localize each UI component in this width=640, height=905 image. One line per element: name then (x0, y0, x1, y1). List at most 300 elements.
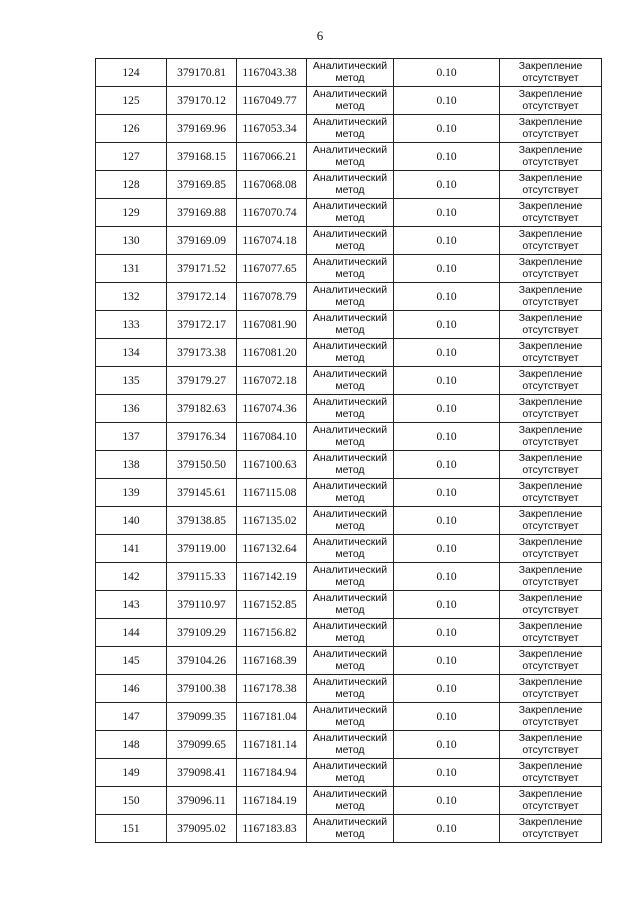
point-number-cell: 134 (96, 339, 167, 367)
method-cell-line: метод (335, 379, 365, 392)
fixation-cell-line: отсутствует (522, 295, 579, 308)
x-coordinate-cell: 379169.96 (167, 115, 237, 143)
method-cell-line: Аналитический (312, 732, 388, 744)
table-row (96, 787, 602, 815)
method-cell-line: метод (335, 211, 365, 224)
fixation-cell-line: отсутствует (522, 631, 579, 644)
method-cell-line: метод (335, 603, 365, 616)
method-cell-line: метод (335, 491, 365, 504)
y-coordinate-cell: 1167184.94 (237, 759, 307, 787)
x-coordinate-cell: 379176.34 (167, 423, 237, 451)
method-cell-line: метод (335, 463, 365, 476)
point-number-cell: 137 (96, 423, 167, 451)
accuracy-cell: 0.10 (394, 395, 500, 423)
fixation-cell (500, 255, 602, 283)
method-cell-line: метод (335, 827, 365, 840)
accuracy-cell: 0.10 (394, 59, 500, 87)
point-number-cell: 141 (96, 535, 167, 563)
point-number-cell: 140 (96, 507, 167, 535)
method-cell-line: Аналитический (312, 60, 388, 72)
method-cell-line: Аналитический (312, 228, 388, 240)
table-row (96, 815, 602, 843)
y-coordinate-cell: 1167084.10 (237, 423, 307, 451)
fixation-cell-line: отсутствует (522, 771, 579, 784)
method-cell (307, 451, 394, 479)
x-coordinate-cell: 379104.26 (167, 647, 237, 675)
coordinates-table-body (96, 59, 602, 843)
accuracy-cell: 0.10 (394, 787, 500, 815)
point-number-cell: 131 (96, 255, 167, 283)
x-coordinate-cell: 379099.65 (167, 731, 237, 759)
x-coordinate-cell: 379170.12 (167, 87, 237, 115)
x-coordinate-cell: 379098.41 (167, 759, 237, 787)
fixation-cell (500, 563, 602, 591)
method-cell-line: метод (335, 183, 365, 196)
x-coordinate-cell: 379172.14 (167, 283, 237, 311)
point-number-cell: 136 (96, 395, 167, 423)
y-coordinate-cell: 1167181.04 (237, 703, 307, 731)
x-coordinate-cell: 379119.00 (167, 535, 237, 563)
point-number-cell: 129 (96, 199, 167, 227)
method-cell-line: Аналитический (312, 396, 388, 408)
accuracy-cell: 0.10 (394, 675, 500, 703)
fixation-cell (500, 507, 602, 535)
y-coordinate-cell: 1167081.90 (237, 311, 307, 339)
y-coordinate-cell: 1167066.21 (237, 143, 307, 171)
method-cell (307, 395, 394, 423)
fixation-cell-line: Закрепление (518, 732, 583, 744)
point-number-cell: 132 (96, 283, 167, 311)
method-cell (307, 59, 394, 87)
accuracy-cell: 0.10 (394, 87, 500, 115)
fixation-cell (500, 647, 602, 675)
method-cell-line: Аналитический (312, 564, 388, 576)
method-cell-line: Аналитический (312, 116, 388, 128)
y-coordinate-cell: 1167132.64 (237, 535, 307, 563)
method-cell-line: метод (335, 743, 365, 756)
table-row (96, 563, 602, 591)
fixation-cell-line: Закрепление (518, 60, 583, 72)
method-cell-line: Аналитический (312, 368, 388, 380)
method-cell (307, 143, 394, 171)
method-cell-line: метод (335, 295, 365, 308)
fixation-cell (500, 619, 602, 647)
y-coordinate-cell: 1167078.79 (237, 283, 307, 311)
point-number-cell: 124 (96, 59, 167, 87)
table-row (96, 703, 602, 731)
x-coordinate-cell: 379109.29 (167, 619, 237, 647)
accuracy-cell: 0.10 (394, 507, 500, 535)
method-cell (307, 619, 394, 647)
method-cell (307, 171, 394, 199)
x-coordinate-cell: 379110.97 (167, 591, 237, 619)
fixation-cell (500, 787, 602, 815)
method-cell (307, 703, 394, 731)
method-cell-line: метод (335, 435, 365, 448)
method-cell-line: Аналитический (312, 340, 388, 352)
y-coordinate-cell: 1167115.08 (237, 479, 307, 507)
table-row (96, 451, 602, 479)
fixation-cell (500, 59, 602, 87)
fixation-cell-line: Закрепление (518, 116, 583, 128)
accuracy-cell: 0.10 (394, 171, 500, 199)
method-cell-line: Аналитический (312, 172, 388, 184)
x-coordinate-cell: 379172.17 (167, 311, 237, 339)
fixation-cell-line: Закрепление (518, 564, 583, 576)
fixation-cell-line: отсутствует (522, 715, 579, 728)
accuracy-cell: 0.10 (394, 815, 500, 843)
fixation-cell-line: отсутствует (522, 71, 579, 84)
fixation-cell-line: Закрепление (518, 340, 583, 352)
table-row (96, 115, 602, 143)
accuracy-cell: 0.10 (394, 647, 500, 675)
x-coordinate-cell: 379173.38 (167, 339, 237, 367)
method-cell (307, 647, 394, 675)
table-row (96, 647, 602, 675)
point-number-cell: 151 (96, 815, 167, 843)
point-number-cell: 126 (96, 115, 167, 143)
fixation-cell-line: отсутствует (522, 827, 579, 840)
method-cell-line: метод (335, 631, 365, 644)
method-cell-line: метод (335, 351, 365, 364)
method-cell-line: Аналитический (312, 480, 388, 492)
fixation-cell (500, 591, 602, 619)
point-number-cell: 127 (96, 143, 167, 171)
accuracy-cell: 0.10 (394, 591, 500, 619)
fixation-cell-line: отсутствует (522, 407, 579, 420)
table-row (96, 59, 602, 87)
fixation-cell (500, 423, 602, 451)
method-cell-line: метод (335, 547, 365, 560)
x-coordinate-cell: 379169.88 (167, 199, 237, 227)
fixation-cell (500, 731, 602, 759)
fixation-cell (500, 451, 602, 479)
fixation-cell-line: Закрепление (518, 648, 583, 660)
accuracy-cell: 0.10 (394, 423, 500, 451)
fixation-cell-line: отсутствует (522, 323, 579, 336)
method-cell (307, 507, 394, 535)
point-number-cell: 133 (96, 311, 167, 339)
fixation-cell-line: Закрепление (518, 452, 583, 464)
method-cell (307, 731, 394, 759)
page-number: 6 (316, 28, 324, 43)
x-coordinate-cell: 379096.11 (167, 787, 237, 815)
method-cell-line: Аналитический (312, 816, 388, 828)
table-row (96, 619, 602, 647)
y-coordinate-cell: 1167074.18 (237, 227, 307, 255)
method-cell-line: Аналитический (312, 620, 388, 632)
fixation-cell (500, 395, 602, 423)
fixation-cell (500, 311, 602, 339)
fixation-cell-line: Закрепление (518, 312, 583, 324)
y-coordinate-cell: 1167081.20 (237, 339, 307, 367)
point-number-cell: 138 (96, 451, 167, 479)
fixation-cell-line: Закрепление (518, 704, 583, 716)
x-coordinate-cell: 379171.52 (167, 255, 237, 283)
table-row (96, 675, 602, 703)
fixation-cell (500, 535, 602, 563)
point-number-cell: 150 (96, 787, 167, 815)
fixation-cell-line: Закрепление (518, 480, 583, 492)
accuracy-cell: 0.10 (394, 199, 500, 227)
accuracy-cell: 0.10 (394, 255, 500, 283)
fixation-cell (500, 479, 602, 507)
fixation-cell-line: Закрепление (518, 144, 583, 156)
fixation-cell-line: отсутствует (522, 547, 579, 560)
method-cell (307, 787, 394, 815)
x-coordinate-cell: 379095.02 (167, 815, 237, 843)
method-cell (307, 227, 394, 255)
method-cell-line: метод (335, 771, 365, 784)
table-row (96, 423, 602, 451)
method-cell-line: Аналитический (312, 704, 388, 716)
table-row (96, 227, 602, 255)
fixation-cell-line: отсутствует (522, 183, 579, 196)
x-coordinate-cell: 379182.63 (167, 395, 237, 423)
method-cell-line: метод (335, 715, 365, 728)
point-number-cell: 125 (96, 87, 167, 115)
method-cell (307, 339, 394, 367)
y-coordinate-cell: 1167077.65 (237, 255, 307, 283)
x-coordinate-cell: 379169.09 (167, 227, 237, 255)
method-cell (307, 423, 394, 451)
y-coordinate-cell: 1167049.77 (237, 87, 307, 115)
accuracy-cell: 0.10 (394, 339, 500, 367)
table-row (96, 283, 602, 311)
fixation-cell (500, 227, 602, 255)
table-row (96, 143, 602, 171)
accuracy-cell: 0.10 (394, 227, 500, 255)
table-row (96, 171, 602, 199)
method-cell-line: метод (335, 155, 365, 168)
fixation-cell-line: Закрепление (518, 396, 583, 408)
x-coordinate-cell: 379169.85 (167, 171, 237, 199)
y-coordinate-cell: 1167053.34 (237, 115, 307, 143)
fixation-cell-line: Закрепление (518, 620, 583, 632)
accuracy-cell: 0.10 (394, 115, 500, 143)
point-number-cell: 149 (96, 759, 167, 787)
fixation-cell-line: Закрепление (518, 508, 583, 520)
accuracy-cell: 0.10 (394, 619, 500, 647)
x-coordinate-cell: 379168.15 (167, 143, 237, 171)
fixation-cell-line: Закрепление (518, 536, 583, 548)
table-row (96, 311, 602, 339)
method-cell (307, 815, 394, 843)
method-cell-line: Аналитический (312, 256, 388, 268)
y-coordinate-cell: 1167135.02 (237, 507, 307, 535)
y-coordinate-cell: 1167100.63 (237, 451, 307, 479)
fixation-cell-line: отсутствует (522, 603, 579, 616)
method-cell-line: метод (335, 267, 365, 280)
accuracy-cell: 0.10 (394, 143, 500, 171)
fixation-cell-line: отсутствует (522, 267, 579, 280)
table-row (96, 759, 602, 787)
accuracy-cell: 0.10 (394, 703, 500, 731)
fixation-cell-line: Закрепление (518, 816, 583, 828)
method-cell-line: Аналитический (312, 648, 388, 660)
table-row (96, 87, 602, 115)
method-cell-line: метод (335, 575, 365, 588)
method-cell (307, 255, 394, 283)
fixation-cell-line: Закрепление (518, 88, 583, 100)
coordinates-table (95, 58, 602, 843)
fixation-cell-line: отсутствует (522, 379, 579, 392)
fixation-cell-line: отсутствует (522, 519, 579, 532)
table-row (96, 367, 602, 395)
y-coordinate-cell: 1167142.19 (237, 563, 307, 591)
method-cell (307, 759, 394, 787)
fixation-cell-line: Закрепление (518, 200, 583, 212)
y-coordinate-cell: 1167068.08 (237, 171, 307, 199)
table-row (96, 479, 602, 507)
y-coordinate-cell: 1167043.38 (237, 59, 307, 87)
fixation-cell-line: отсутствует (522, 491, 579, 504)
x-coordinate-cell: 379138.85 (167, 507, 237, 535)
x-coordinate-cell: 379170.81 (167, 59, 237, 87)
y-coordinate-cell: 1167152.85 (237, 591, 307, 619)
accuracy-cell: 0.10 (394, 759, 500, 787)
x-coordinate-cell: 379145.61 (167, 479, 237, 507)
fixation-cell-line: отсутствует (522, 127, 579, 140)
x-coordinate-cell: 379100.38 (167, 675, 237, 703)
method-cell (307, 591, 394, 619)
fixation-cell (500, 815, 602, 843)
table-row (96, 507, 602, 535)
accuracy-cell: 0.10 (394, 535, 500, 563)
method-cell (307, 311, 394, 339)
fixation-cell-line: Закрепление (518, 592, 583, 604)
point-number-cell: 142 (96, 563, 167, 591)
fixation-cell-line: Закрепление (518, 760, 583, 772)
fixation-cell (500, 759, 602, 787)
accuracy-cell: 0.10 (394, 283, 500, 311)
method-cell-line: метод (335, 239, 365, 252)
method-cell-line: Аналитический (312, 284, 388, 296)
fixation-cell-line: отсутствует (522, 155, 579, 168)
fixation-cell (500, 143, 602, 171)
fixation-cell-line: Закрепление (518, 284, 583, 296)
fixation-cell-line: Закрепление (518, 424, 583, 436)
accuracy-cell: 0.10 (394, 563, 500, 591)
x-coordinate-cell: 379150.50 (167, 451, 237, 479)
fixation-cell (500, 367, 602, 395)
method-cell (307, 199, 394, 227)
fixation-cell-line: Закрепление (518, 256, 583, 268)
point-number-cell: 128 (96, 171, 167, 199)
y-coordinate-cell: 1167178.38 (237, 675, 307, 703)
fixation-cell-line: отсутствует (522, 659, 579, 672)
fixation-cell (500, 87, 602, 115)
accuracy-cell: 0.10 (394, 451, 500, 479)
method-cell-line: Аналитический (312, 788, 388, 800)
method-cell-line: метод (335, 323, 365, 336)
method-cell-line: Аналитический (312, 536, 388, 548)
fixation-cell (500, 339, 602, 367)
y-coordinate-cell: 1167156.82 (237, 619, 307, 647)
fixation-cell-line: отсутствует (522, 575, 579, 588)
y-coordinate-cell: 1167074.36 (237, 395, 307, 423)
fixation-cell (500, 115, 602, 143)
y-coordinate-cell: 1167072.18 (237, 367, 307, 395)
method-cell-line: Аналитический (312, 144, 388, 156)
method-cell-line: Аналитический (312, 312, 388, 324)
fixation-cell-line: отсутствует (522, 463, 579, 476)
fixation-cell (500, 171, 602, 199)
accuracy-cell: 0.10 (394, 367, 500, 395)
y-coordinate-cell: 1167184.19 (237, 787, 307, 815)
table-row (96, 395, 602, 423)
table-row (96, 199, 602, 227)
table-row (96, 591, 602, 619)
table-row (96, 255, 602, 283)
point-number-cell: 148 (96, 731, 167, 759)
fixation-cell-line: Закрепление (518, 368, 583, 380)
fixation-cell (500, 283, 602, 311)
fixation-cell-line: отсутствует (522, 99, 579, 112)
fixation-cell-line: Закрепление (518, 676, 583, 688)
method-cell-line: метод (335, 99, 365, 112)
fixation-cell-line: отсутствует (522, 435, 579, 448)
table-row (96, 731, 602, 759)
method-cell-line: метод (335, 127, 365, 140)
x-coordinate-cell: 379115.33 (167, 563, 237, 591)
method-cell-line: Аналитический (312, 760, 388, 772)
method-cell (307, 535, 394, 563)
fixation-cell-line: Закрепление (518, 788, 583, 800)
method-cell-line: метод (335, 659, 365, 672)
method-cell (307, 115, 394, 143)
accuracy-cell: 0.10 (394, 479, 500, 507)
point-number-cell: 135 (96, 367, 167, 395)
y-coordinate-cell: 1167168.39 (237, 647, 307, 675)
accuracy-cell: 0.10 (394, 311, 500, 339)
y-coordinate-cell: 1167070.74 (237, 199, 307, 227)
method-cell-line: метод (335, 71, 365, 84)
point-number-cell: 144 (96, 619, 167, 647)
point-number-cell: 130 (96, 227, 167, 255)
fixation-cell-line: отсутствует (522, 687, 579, 700)
point-number-cell: 147 (96, 703, 167, 731)
fixation-cell-line: отсутствует (522, 743, 579, 756)
fixation-cell (500, 675, 602, 703)
table-row (96, 339, 602, 367)
method-cell (307, 87, 394, 115)
fixation-cell-line: отсутствует (522, 211, 579, 224)
method-cell-line: Аналитический (312, 676, 388, 688)
fixation-cell-line: Закрепление (518, 228, 583, 240)
y-coordinate-cell: 1167183.83 (237, 815, 307, 843)
point-number-cell: 139 (96, 479, 167, 507)
y-coordinate-cell: 1167181.14 (237, 731, 307, 759)
method-cell-line: Аналитический (312, 200, 388, 212)
method-cell (307, 283, 394, 311)
point-number-cell: 145 (96, 647, 167, 675)
method-cell-line: Аналитический (312, 508, 388, 520)
method-cell-line: Аналитический (312, 452, 388, 464)
method-cell (307, 675, 394, 703)
fixation-cell-line: Закрепление (518, 172, 583, 184)
method-cell-line: метод (335, 519, 365, 532)
fixation-cell (500, 703, 602, 731)
method-cell-line: Аналитический (312, 424, 388, 436)
method-cell (307, 563, 394, 591)
method-cell-line: метод (335, 799, 365, 812)
method-cell (307, 367, 394, 395)
method-cell (307, 479, 394, 507)
point-number-cell: 143 (96, 591, 167, 619)
accuracy-cell: 0.10 (394, 731, 500, 759)
x-coordinate-cell: 379099.35 (167, 703, 237, 731)
